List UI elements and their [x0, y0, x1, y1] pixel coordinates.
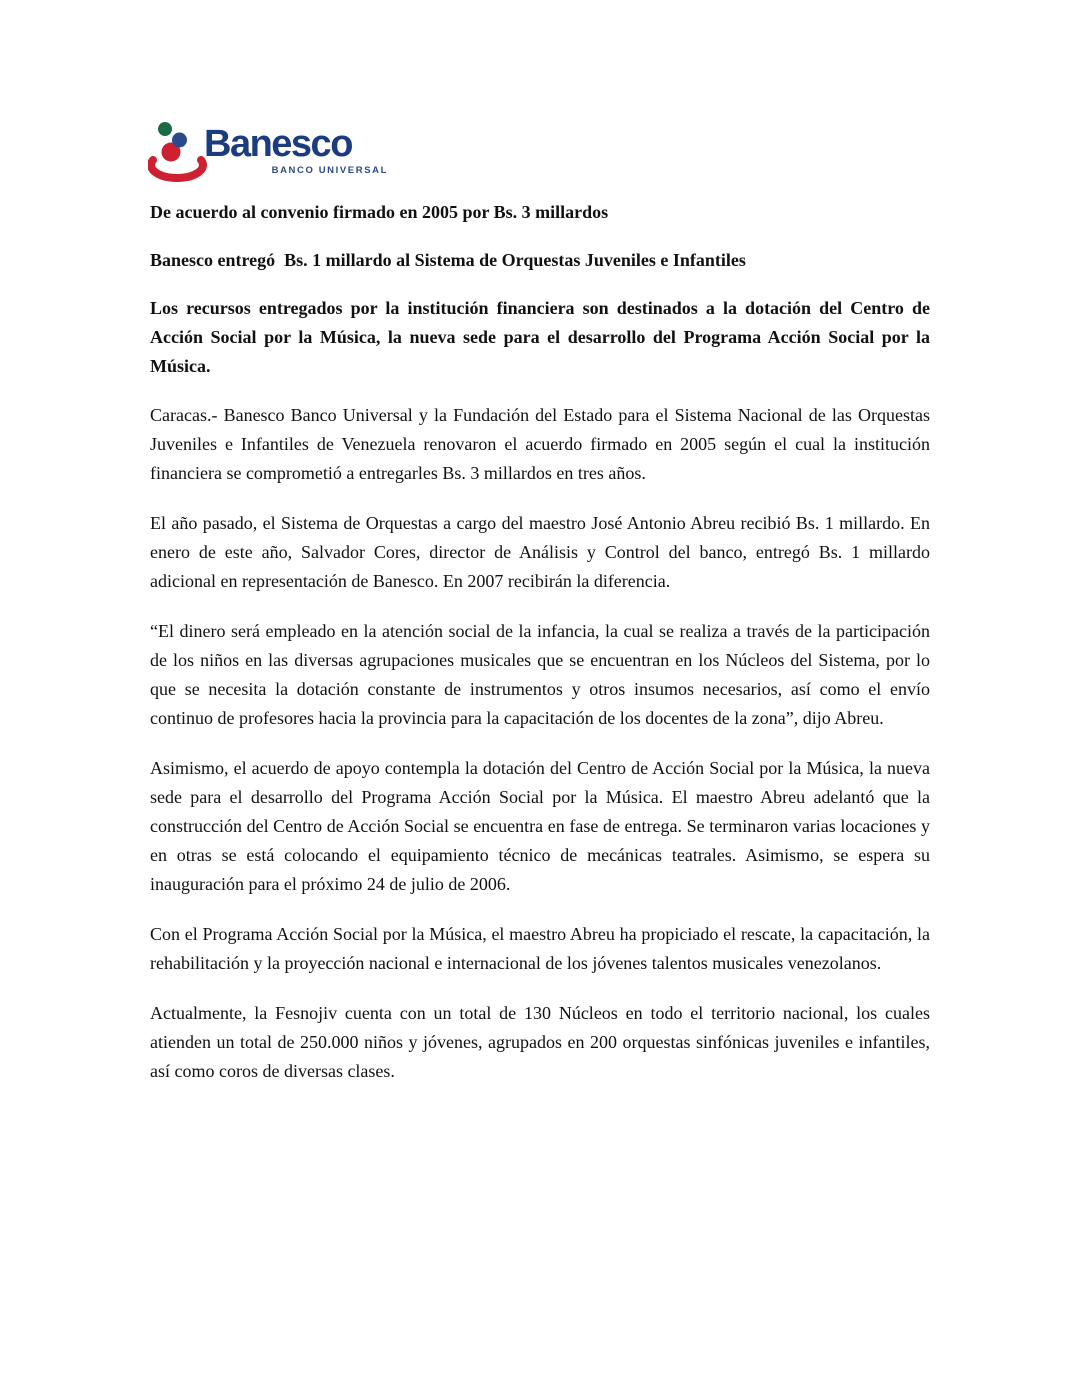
banesco-logo [148, 116, 388, 186]
body-paragraph-4: Asimismo, el acuerdo de apoyo contempla la dotación del Centro de Acción Social por la Música, la nueva sede para el desarrollo del Programa Acción Social por la Música. El maestro Abreu adelantó que la construcción del Centro de Acción Social se encuentra en fase de entrega. Se terminaron varias locaciones y en otras se está colocando el equipamiento técnico de mecánicas teatrales. Asimismo, se espera su inauguración para el próximo 24 de julio de 2006. [150, 758, 930, 894]
logo-brand-text: Banesco [204, 123, 352, 165]
logo-tagline: BANCO UNIVERSAL [271, 165, 388, 176]
body-paragraph-6: Actualmente, la Fesnojiv cuenta con un total de 130 Núcleos en todo el territorio nacional, los cuales atienden un total de 250.000 niños y jóvenes, agrupados en 200 orquestas sinfónicas juveniles e infantiles, así como coros de diversas clases. [150, 1003, 930, 1081]
body-paragraph-1: Caracas.- Banesco Banco Universal y la Fundación del Estado para el Sistema Nacional de las Orquestas Juveniles e Infantiles de Venezuela renovaron el acuerdo firmado en 2005 según el cual la institución financiera se comprometió a entregarles Bs. 3 millardos en tres años. [150, 405, 930, 483]
body-paragraph-5: Con el Programa Acción Social por la Música, el maestro Abreu ha propiciado el rescate, la capacitación, la rehabilitación y la proyección nacional e internacional de los jóvenes talentos musicales venezolanos. [150, 924, 930, 973]
headline-agreement: De acuerdo al convenio firmado en 2005 por Bs. 3 millardos [150, 202, 609, 222]
logo-wordmark [204, 124, 388, 176]
lead-paragraph: Los recursos entregados por la institución financiera son destinados a la dotación del Centro de Acción Social por la Música, la nueva sede para el desarrollo del Programa Acción Social por la Música. [150, 298, 930, 376]
press-release-body [150, 198, 930, 1107]
body-paragraph-3: “El dinero será empleado en la atención social de la infancia, la cual se realiza a través de la participación de los niños en las diversas agrupaciones musicales que se encuentran en los Núcleos del Sistema, por lo que se necesita la dotación constante de instrumentos y otros insumos necesarios, así como el envío continuo de profesores hacia la provincia para la capacitación de los docentes de la zona”, dijo Abreu. [150, 621, 930, 728]
headline-delivery: Banesco entregó Bs. 1 millardo al Sistema de Orquestas Juveniles e Infantiles [150, 250, 746, 270]
banesco-logo-icon [148, 116, 208, 182]
body-paragraph-2: El año pasado, el Sistema de Orquestas a cargo del maestro José Antonio Abreu recibió Bs. 1 millardo. En enero de este año, Salvador Cores, director de Análisis y Control del banco, entregó Bs. 1 millardo adicional en representación de Banesco. En 2007 recibirán la diferencia. [150, 513, 930, 591]
